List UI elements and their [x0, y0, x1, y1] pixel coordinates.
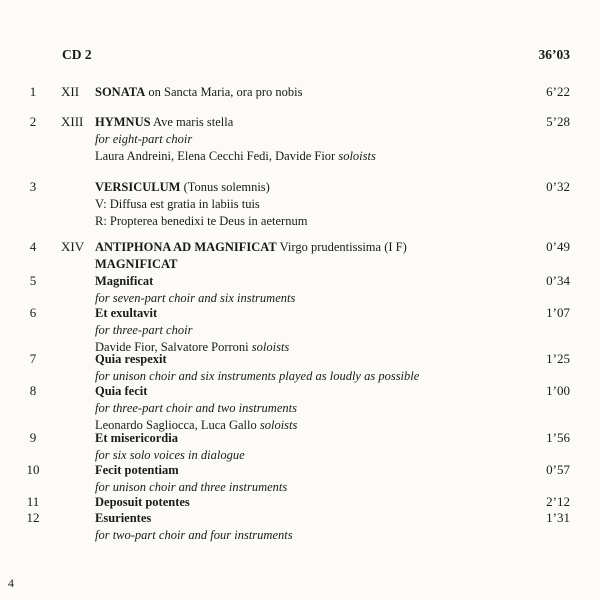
track-content	[95, 494, 515, 511]
track-line	[95, 305, 515, 322]
track-scoring: for seven-part choir and six instruments	[95, 291, 296, 305]
track-line	[95, 84, 515, 101]
track-line	[95, 322, 515, 339]
track-subtitle: Ave maris stella	[150, 115, 234, 129]
track-number: 3	[29, 179, 37, 194]
track-section-numeral: XII	[61, 84, 80, 99]
track-line	[95, 148, 515, 165]
track-scoring: for six solo voices in dialogue	[95, 448, 245, 462]
track-scoring: for eight-part choir	[95, 132, 193, 146]
track-line	[95, 494, 515, 511]
track-content	[95, 84, 515, 101]
track-duration: 1’31	[546, 510, 570, 525]
track-line	[95, 273, 515, 290]
track-duration: 0’34	[546, 273, 570, 288]
track-duration: 5’28	[546, 114, 570, 129]
cd-label: CD 2	[62, 47, 92, 62]
track-line	[95, 239, 515, 256]
track-title: Quia respexit	[95, 352, 167, 366]
track-title: Quia fecit	[95, 384, 148, 398]
track-section-numeral: XIII	[61, 114, 84, 129]
track-line	[95, 400, 515, 417]
track-section-numeral: XIV	[61, 239, 85, 254]
track-line	[95, 131, 515, 148]
track-content	[95, 430, 515, 464]
track-title: HYMNUS	[95, 115, 151, 129]
track-line	[95, 383, 515, 400]
track-duration: 0’32	[546, 179, 570, 194]
track-title: SONATA	[95, 85, 146, 99]
track-number: 9	[29, 430, 37, 445]
track-content	[95, 305, 515, 356]
track-text: V: Diffusa est gratia in labiis tuis	[95, 197, 260, 211]
track-title: Et misericordia	[95, 431, 178, 445]
track-line	[95, 114, 515, 131]
track-content	[95, 179, 515, 230]
track-line	[95, 213, 515, 230]
track-number: 8	[29, 383, 37, 398]
track-line	[95, 256, 515, 273]
track-title: Magnificat	[95, 274, 154, 288]
track-line	[95, 196, 515, 213]
track-duration: 6’22	[546, 84, 570, 99]
track-subtitle: on Sancta Maria, ora pro nobis	[145, 85, 303, 99]
track-duration: 1’00	[546, 383, 570, 398]
track-text: R: Propterea benedixi te Deus in aeternum	[95, 214, 308, 228]
cd-header	[0, 47, 600, 67]
track-number: 2	[29, 114, 37, 129]
track-content	[95, 383, 515, 434]
track-line	[95, 462, 515, 479]
track-content	[95, 351, 515, 385]
track-number: 11	[26, 494, 40, 509]
track-title: Et exultavit	[95, 306, 158, 320]
track-scoring: soloists	[338, 149, 376, 163]
track-subtitle: (Tonus solemnis)	[180, 180, 270, 194]
track-duration: 0’57	[546, 462, 570, 477]
page-number: 4	[8, 576, 14, 590]
track-title: MAGNIFICAT	[95, 257, 178, 271]
track-line	[95, 351, 515, 368]
track-duration: 1’25	[546, 351, 570, 366]
track-scoring: for three-part choir	[95, 323, 193, 337]
track-duration: 1’56	[546, 430, 570, 445]
track-number: 12	[26, 510, 40, 525]
track-number: 1	[29, 84, 37, 99]
track-text: Davide Fior, Salvatore Porroni	[95, 340, 252, 354]
track-scoring: for unison choir and six instruments played as loudly as possible	[95, 369, 420, 383]
track-title: ANTIPHONA AD MAGNIFICAT	[95, 240, 277, 254]
track-title: VERSICULUM	[95, 180, 181, 194]
track-title: Esurientes	[95, 511, 152, 525]
cd-total-duration: 36’03	[538, 47, 570, 62]
track-text: Laura Andreini, Elena Cecchi Fedi, Davide Fior	[95, 149, 339, 163]
track-content	[95, 462, 515, 496]
track-number: 7	[29, 351, 37, 366]
track-line	[95, 179, 515, 196]
track-line	[95, 510, 515, 527]
track-duration: 1’07	[546, 305, 570, 320]
track-line	[95, 527, 515, 544]
track-scoring: for two-part choir and four instruments	[95, 528, 293, 542]
track-number: 5	[29, 273, 37, 288]
track-scoring: for unison choir and three instruments	[95, 480, 288, 494]
track-scoring: soloists	[259, 418, 298, 432]
track-number: 10	[26, 462, 40, 477]
track-scoring: for three-part choir and two instruments	[95, 401, 297, 415]
track-content	[95, 510, 515, 544]
track-subtitle: Virgo prudentissima (I F)	[276, 240, 407, 254]
track-line	[95, 430, 515, 447]
track-number: 4	[29, 239, 37, 254]
track-duration: 2’12	[546, 494, 570, 509]
track-content	[95, 273, 515, 307]
track-title: Deposuit potentes	[95, 495, 190, 509]
track-duration: 0’49	[546, 239, 570, 254]
track-scoring: soloists	[251, 340, 290, 354]
track-text: Leonardo Sagliocca, Luca Gallo	[95, 418, 260, 432]
track-title: Fecit potentiam	[95, 463, 179, 477]
track-content	[95, 114, 515, 165]
track-number: 6	[29, 305, 37, 320]
track-content	[95, 239, 515, 273]
